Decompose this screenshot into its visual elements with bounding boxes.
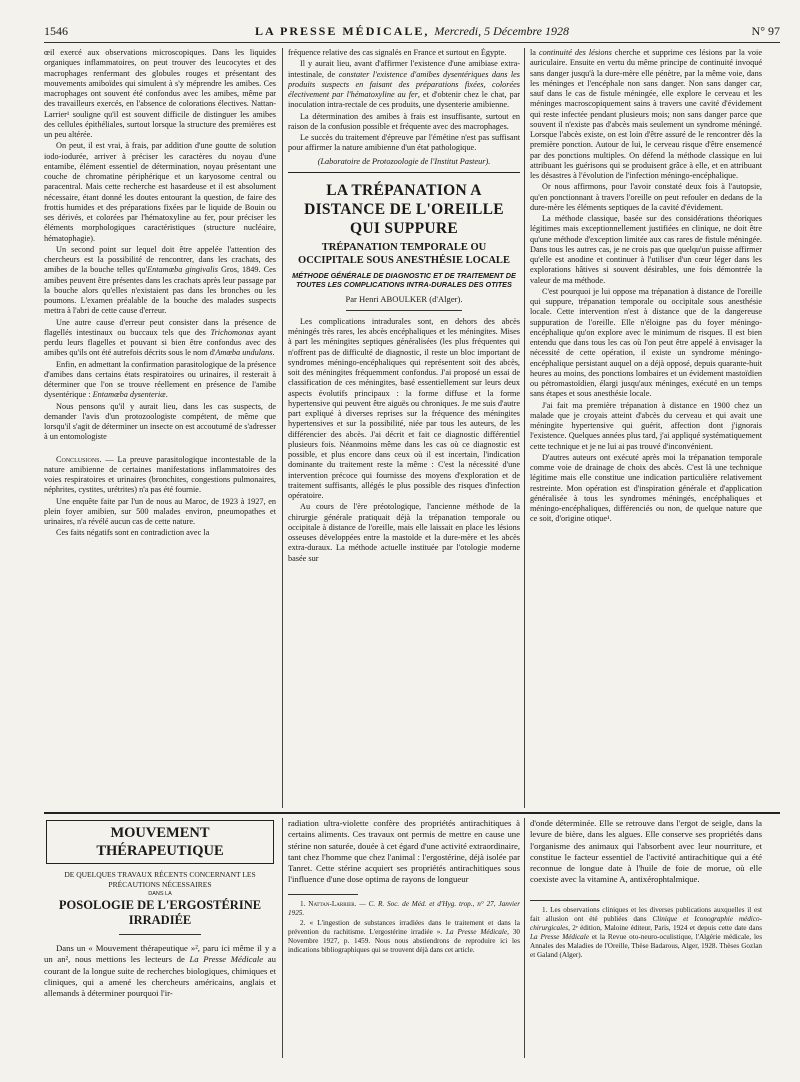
paragraph: Le succès du traitement d'épreuve par l'émétine n'est pas suffisant pour affirmer la nature amibienne d'un état pathologique. — [288, 133, 520, 153]
text-run: . — C. R. Soc. de Méd. et d'Hyg. trop., n° 27, Janvier 1925. — [288, 899, 520, 917]
section-title-box — [46, 820, 274, 864]
column-rule — [282, 48, 283, 808]
conclusions-paragraph — [44, 455, 276, 496]
paragraph: On peut, il est vrai, à frais, par addition d'une goutte de solution iodo-iodurée, arriver à préciser les caractères du noyau d'une entamibe, élément essentiel de détermination, noyau présentant une couche de chromatine périphérique et un karyosome central ou paracentral. Mais cette recherche est hasardeuse et il est absolument nécessaire, étant donné les doutes entourant la question, de faire des frottis humides et des préparations fixées par le liquide de Bouin ou ses dérivés, et colorées par l'hématoxyline au fer, pour préciser les éléments morphologiques caractéristiques (structure nucléaire, hématophagie). — [44, 141, 276, 243]
section-subtitle: DE QUELQUES TRAVAUX RÉCENTS CONCERNANT LES PRÉCAUTIONS NÉCESSAIRES — [64, 870, 256, 889]
text-run: Une autre cause d'erreur peut consister dans la présence de flagellés intestinaux ou buccaux tels que des — [44, 317, 276, 337]
paragraph: fréquence relative des cas signalés en France et surtout en Égypte. — [288, 48, 507, 57]
lower-column-2 — [288, 818, 520, 1058]
paragraph: D'autres auteurs ont exécuté après moi la trépanation temporale comme voie de drainage de choix des abcès. C'est là une technique légitime mais elle constitue une indication particulière relativement restreinte. Mon opération est d'inspiration générale et d'application généralisée à tous les syndromes méningés, encéphaliques et méningo-encéphaliques, différenciés ou non, de quelque nature que ce soit, d'origine otique¹. — [530, 452, 762, 524]
paragraph: Ces faits négatifs sont en contradiction avec la — [56, 528, 210, 538]
footnote — [288, 900, 520, 918]
paragraph: J'ai fait ma première trépanation à distance en 1900 chez un malade que je croyais atteint d'abcès du cerveau et qui avait une méningite hypertensive qui guérit, affection dont j'ignorais l'existence. Quelques années plus tard, j'ai appliqué systématiquement cette technique et je ne lui ai pas trouvé d'inconvénient. — [530, 400, 762, 451]
paragraph: La méthode classique, basée sur des considérations théoriques légitimes mais exceptionnellement justifiées en clinique, ne doit être qu'une méthode d'exception limitée aux cas rares de fistule méningée. Dans tous les autres cas, je ne crois pas que quelqu'un puisse affirmer qu'elle est anodine et continuer à l'utiliser d'un cœur léger dans les explorations hâtives si souvent désirables, une fois démontrée la valeur de ma méthode. — [530, 214, 762, 285]
emphasis: constater l'existence d'amibes dysentériques dans les produits suspects en faisant des préparations fixées, colorées électivement par l'hématoxyline au fer — [288, 69, 520, 99]
issue-date: Mercredi, 5 Décembre 1928 — [434, 24, 569, 38]
paragraph: Or nous affirmons, pour l'avoir constaté deux fois à l'autopsie, qu'en ponctionnant à travers l'oreille on peut refouler en dedans de la dure-mère les éléments septiques de la cavité d'évidement. — [530, 182, 762, 212]
paragraph: d'onde déterminée. Elle se retrouve dans l'ergot de seigle, dans la levure de bière, dans les algues. Elle conserve ses propriétés dans l'organisme des animaux qui l'absorbent avec leur nourriture, et constitue le facteur essentiel de l'activité antirachitique qui a été reconnue de longue date à l'huile de foie de morue, où elle coexiste avec la vitamine A, antixérophtalmique. — [530, 818, 762, 885]
article-title: LA TRÉPANATION A DISTANCE DE L'OREILLE QUI SUPPURE — [304, 181, 504, 237]
running-title — [44, 24, 780, 39]
book-title: Clinique et Iconographie médico-chirurgicales — [530, 914, 762, 932]
paragraph: La détermination des amibes à frais est insuffisante, surtout en raison de la confusion possible et fréquente avec des macrophages. — [288, 111, 520, 131]
journal-ref: La Presse Médicale — [189, 954, 264, 965]
lower-column-1 — [44, 818, 276, 1058]
paragraph — [530, 48, 762, 181]
paragraph — [44, 318, 276, 359]
article-separator — [288, 172, 520, 173]
species-name: Entamœba dysenteriæ — [92, 390, 166, 400]
text-run: , 30 Novembre 1927, p. 1459. Nous nous abstiendrons de reproduire ici les indications bibliographiques qui se trouvent déjà dans cet article. — [288, 927, 520, 954]
emphasis: continuité des lésions — [538, 48, 612, 57]
column-1 — [44, 48, 276, 808]
author-name: Nattan-Larrier — [308, 899, 355, 908]
paragraph — [44, 245, 276, 317]
text-run: Il y aurait lieu, avant d'affirmer l'existence d'une amibiase extra-intestinale, de — [288, 59, 520, 79]
text-run: 1. — [300, 899, 309, 908]
paragraph: C'est pourquoi je lui oppose ma trépanation à distance de l'oreille qui suppure, trépanation temporale ou occipitale sous anesthésie locale. Cette intervention n'est à distance que de la dangereuse suppuration de l'oreille. Elle n'éloigne pas du foyer méningo-encéphalique qu'on explore avec le minimum de risques. Il est bien entendu que dans tous les cas où l'on peut être appelé à envisager la nécessité de cette opération, il existe un syndrome méningo-encéphalique persistant auquel on a déjà opposé, depuis quarante-huit heures au moins, des ponctions lombaires et un évidement mastoïdien ou pétromastoïdien, élargi jusqu'aux méninges, exécuté en un temps sans étapes et sous anesthésie locale. — [530, 286, 762, 399]
issue-number: N° 97 — [751, 24, 780, 38]
text-run: Gros, 1849. Ces amibes peuvent être présentes dans les crachats après leur passage par la bouche alors qu'elles n'existaient pas dans les bronches ou les poumons. L'examen préalable de la bouche des malades suspects mettra à l'abri de cette cause d'erreur. — [44, 265, 276, 316]
section-separator — [44, 812, 780, 814]
header-rule — [44, 42, 780, 43]
text-run: . — [165, 390, 168, 400]
column-rule — [524, 818, 525, 1058]
journal-name: LA PRESSE MÉDICALE, — [255, 24, 430, 38]
paragraph: Les complications intradurales sont, en dehors des abcès méningés très rares, les abcès encéphaliques et les méningites. Mises à part les méningites septiques généralisées (les plus fréquentes qui n'offrent pas de difficulté de diagnostic, il reste un bloc important de syndromes méningo-encéphaliques qui représentent soit des abcès, soit des méningites fréquemment confondus. J'ai proposé un essai de classification de ces méningites, basé essentiellement sur leurs deux aspects évolutifs principaux : la forme diffuse et la forme hypertensive qui peuvent être aiguës ou chroniques. Je me suis d'autre part expliqué à diverses reprises sur la fréquence des méningites hypertensives et sur la possibilité, niée par tous les auteurs, de les différencier des abcès. J'ai décrit et fait ce diagnostic différentiel plusieurs fois. Néanmoins même dans les cas où ce diagnostic est possible, et plus encore dans ceux où il est incertain, l'indication dominante du traitement reste la même : C'est la nécessité d'une intervention précoce qui fournisse des moyens d'exploration et de traitement suffisants, allégés le plus possible des risques d'infection opératoire. — [288, 316, 520, 501]
column-rule — [524, 48, 525, 808]
lab-credit — [288, 157, 520, 167]
column-2 — [288, 48, 520, 808]
text-run: , 2ᵉ édition, Maloine éditeur, Paris, 1924 et depuis cette date dans — [568, 923, 762, 932]
column-rule — [282, 818, 283, 1058]
text-run: Dans un « Mouvement thérapeutique »², paru ici même il y a un an², nous mettions les lecteurs de — [44, 943, 276, 965]
text-run: ayant perdu leurs flagelles et pouvant si bien être confondus avec des amibes qu'ils ont été autrefois décrits sous le nom d' — [44, 327, 276, 358]
paragraph: Une enquête faite par l'un de nous au Maroc, de 1923 à 1927, en plein foyer amibien, sur 500 malades environ, pneumopathes et urinaires, n'a révélé aucun cas de cette nature. — [44, 496, 276, 526]
article-author: Par Henri ABOULKER (d'Alger). — [345, 293, 463, 304]
text-run: la — [530, 48, 539, 57]
paragraph — [44, 360, 276, 401]
article-subheading: MÉTHODE GÉNÉRALE DE DIAGNOSTIC ET DE TRAITEMENT DE TOUTES LES COMPLICATIONS INTRA-DURALES DES OTITES — [292, 270, 516, 290]
text-run: au courant de la longue suite de recherches biologiques, chimiques et cliniques, qui a amené les chercheurs américains, anglais et allemands à déterminer pourquoi l'ir- — [44, 954, 276, 999]
paragraph — [44, 943, 276, 999]
conclusions-label: Conclusions. — [56, 454, 102, 464]
page-header — [44, 24, 780, 42]
text-run: , et d'obtenir chez le chat, par inoculation intra-rectale de ces produits, une dysenterie amibienne. — [288, 90, 520, 110]
lower-column-3 — [530, 818, 762, 1058]
footnote — [530, 906, 762, 960]
heading-rule — [119, 934, 200, 935]
text-run: cherche et supprime ces lésions par la voie auriculaire. Ensuite en vertu du même principe de continuité invoqué sans danger jusqu'à la dure-mère elle pénètre, par la même voie, dans les méninges et l'encéphale non sans danger. Non sans danger car, sauf dans le cas de fistule méningée, elle explore le cerveau et les méninges macroscopiquement sains à travers une cavité d'évidement qui reste infectée pendant plusieurs mois; non sans danger parce que souvent il n'existe pas d'abcès mais seulement un syndrome méningé. Lorsque l'abcès existe, on est loin d'être assuré de le rencontrer dès la première ponction. Autour de lui, le cerveau risque d'être ensemencé par des ponctions multiples. On défend la méthode classique en lui attribuant les guérisons qui se produisent grâce à elle, et en attribuant les désastres à l'évolution de l'infection méningo-encéphalique. — [530, 48, 762, 180]
paragraph: Nous pensons qu'il y aurait lieu, dans les cas suspects, de demander l'avis d'un protozoologiste compétent, de même que lorsqu'il s'agit de déterminer un insecte on est accoutumé de s'adresser à un entomologiste — [44, 401, 276, 442]
paragraph: œil exercé aux observations microscopiques. Dans les liquides organiques inflammatoires, on peut trouver des leucocytes et des macrophages renfermant des globules rouges et présentant des mouvements amiboïdes qui simulent à s'y méprendre les amibes. Ces macrophages ont souvent été confondus avec les amibes, même par des travailleurs exercés, en l'absence de colorations électives. Nattan-Larrier¹ souligne qu'il est souvent difficile de distinguer les amibes des cellules épithéliales, surtout lorsque la structure des premières est un peu altérée. — [44, 48, 276, 139]
text-run: 1. Les observations cliniques et les diverses publications auxquelles il est fait allusion ont été publiées dans — [530, 905, 762, 923]
journal-ref: La Presse Médicale — [446, 927, 508, 936]
footnote-rule — [288, 894, 358, 895]
footnote-rule — [530, 900, 600, 901]
text-run: et la Revue oto-neuro-oculistique, l'Algérie médicale, les Annales des Maladies de l'Oreille, Thèse Badarous, Alger, 1928. Thèses Gozlan et Galand (Alger). — [530, 932, 762, 959]
column-3 — [530, 48, 762, 808]
footnote — [288, 919, 520, 955]
journal-ref: La Presse Médicale — [530, 932, 589, 941]
article-subtitle: TRÉPANATION TEMPORALE OU OCCIPITALE SOUS ANESTHÉSIE LOCALE — [298, 241, 510, 266]
section-title: MOUVEMENT THÉRAPEUTIQUE — [96, 825, 224, 859]
section-heading: POSOLOGIE DE L'ERGOSTÉRINE IRRADIÉE — [58, 898, 262, 927]
species-name: Entamœba gingivalis — [147, 265, 218, 275]
text-run: — La preuve parasitologique incontestable de la nature amibienne de certaines manifestations inflammatoires des voies respiratoires et urinaires (bronchites, congestions pulmonaires, néphrites, cystites, urétrites) n'a pas été fournie. — [44, 454, 276, 495]
text-run: . — [272, 348, 275, 358]
text-run: Un second point sur lequel doit être appelée l'attention des chercheurs est la possibilité de rencontrer, dans les crachats, des amibes de la bouche telles qu' — [44, 244, 276, 275]
text-run: Enfin, en admettant la confirmation parasitologique de la présence d'amibes dans certains états respiratoires ou urinaires, il resterait à déterminer que l'on se trouve réellement en présence de l'amibe dysentérique : — [44, 359, 276, 400]
species-name: Amœba undulans — [215, 348, 273, 358]
text-run: 2. « L'ingestion de substances irradiées dans le traitement et dans la prévention du rachitisme. L'ergostérine irradiée ». — [288, 918, 520, 936]
paragraph: Au cours de l'ère préotologique, l'ancienne méthode de la chirurgie générale pratiquait déjà la trépanation temporale ou occipitale à distance de l'oreille, mais elle laissait en place les lésions osseuses développées entre la mastoïde et la dure-mère et les abcès extra-duraux. La méthode actuelle instituée par l'otologie moderne basée sur — [288, 502, 520, 563]
section-subtitle-small: DANS LA — [148, 891, 172, 897]
species-name: Trichomonas — [210, 327, 254, 337]
page-number: 1546 — [44, 24, 68, 38]
author-rule — [346, 310, 462, 311]
paragraph — [288, 59, 520, 110]
paragraph: radiation ultra-violette confère des propriétés antirachitiques à certains aliments. Ces travaux ont permis de mettre en cause une stérine non saturée, douée à cet égard d'une activité extraordinaire, tant chez l'homme que chez l'animal : l'ergostérine, déjà isolée par Tanret. Cette stérine acquiert ses propriétés antirachitiques sous l'influence d'une dose optima de rayons de longueur — [288, 818, 520, 885]
lab-credit-text: (Laboratoire de Protozoologie de l'Institut Pasteur). — [317, 156, 491, 166]
